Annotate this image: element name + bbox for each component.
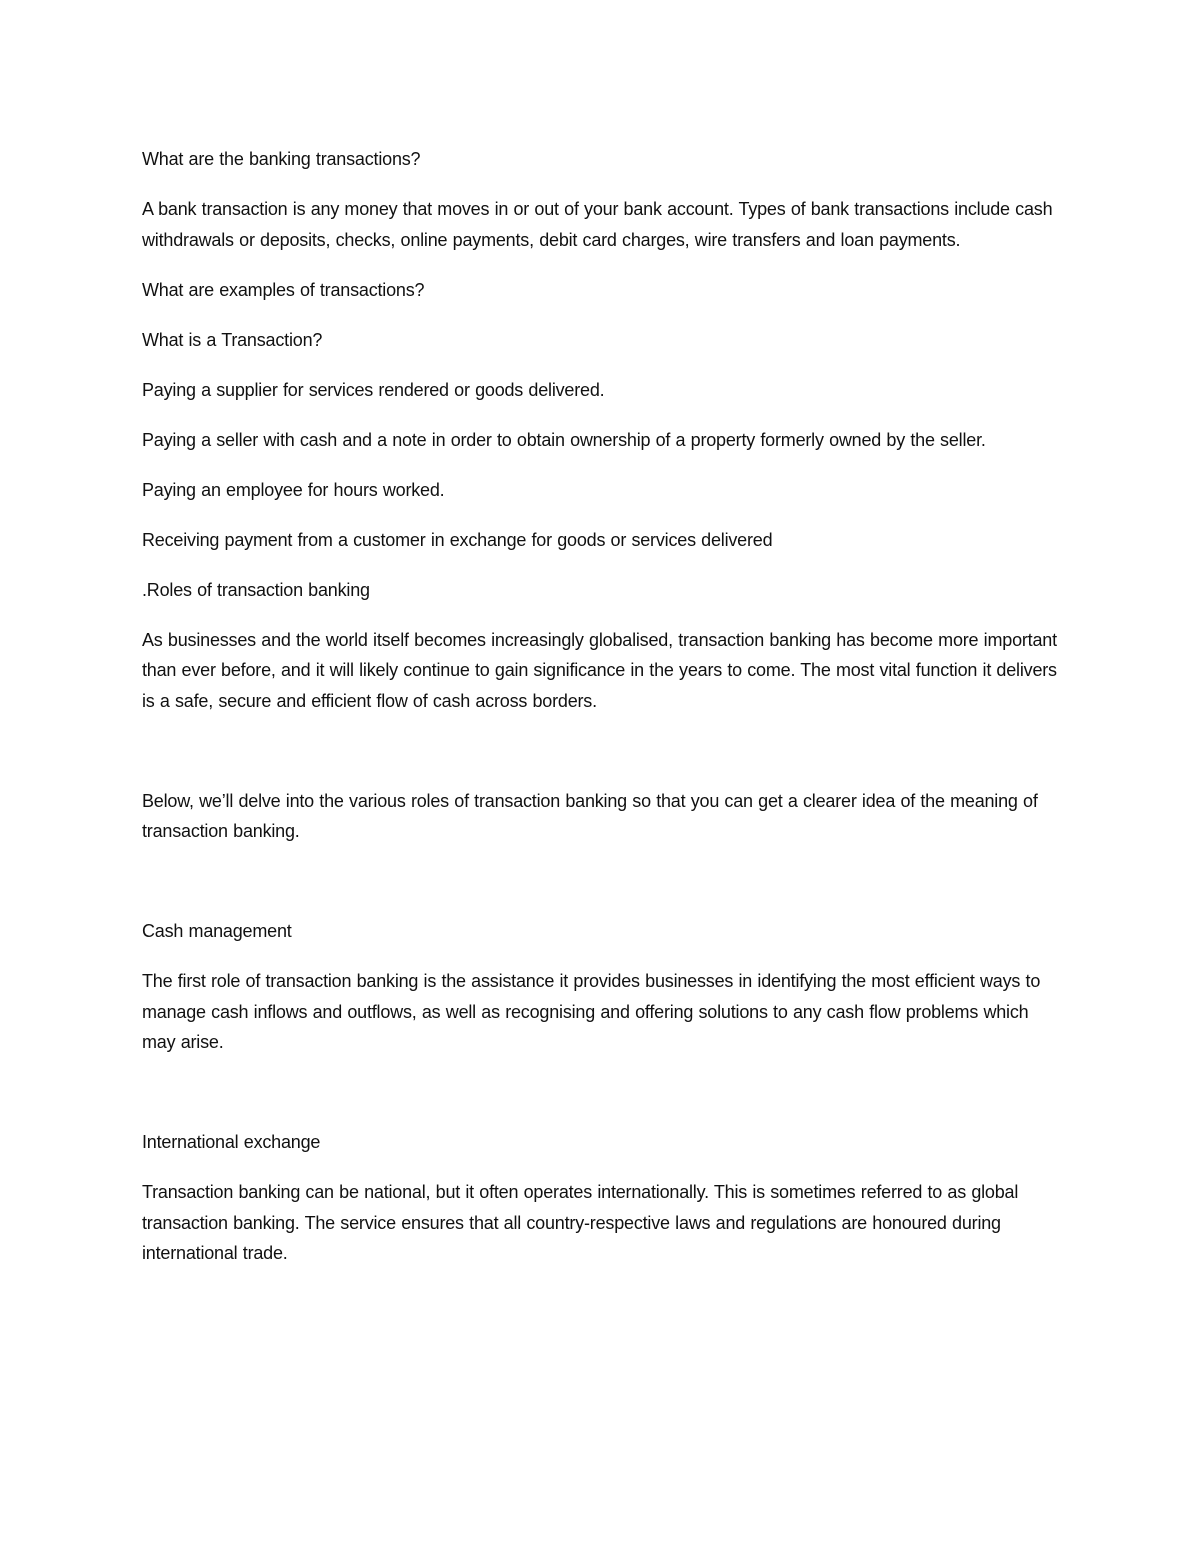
document-body bbox=[142, 144, 1062, 1269]
example-paying-supplier: Paying a supplier for services rendered or goods delivered. bbox=[142, 379, 605, 400]
question-banking-transactions: What are the banking transactions? bbox=[142, 149, 421, 169]
question-what-is-transaction: What is a Transaction? bbox=[142, 329, 323, 350]
example-receiving-payment: Receiving payment from a customer in exchange for goods or services delivered bbox=[142, 529, 773, 550]
paragraph-international-exchange: Transaction banking can be national, but it often operates internationally. This is sometimes referred to as global transaction banking. The service ensures that all country-respective laws and regulations are honoured during international trade. bbox=[142, 1182, 1019, 1263]
answer-bank-transaction-definition: A bank transaction is any money that moves in or out of your bank account. Types of bank transactions include cash withdrawals or deposits, checks, online payments, debit card charges, wire transfers and loan payments. bbox=[142, 199, 1053, 250]
question-examples-of-transactions: What are examples of transactions? bbox=[142, 279, 425, 300]
example-paying-seller: Paying a seller with cash and a note in order to obtain ownership of a property formerly owned by the seller. bbox=[142, 429, 986, 450]
paragraph-roles-intro: Below, we’ll delve into the various roles of transaction banking so that you can get a clearer idea of the meaning of transaction banking. bbox=[142, 790, 1038, 841]
paragraph-cash-management: The first role of transaction banking is the assistance it provides businesses in identifying the most efficient ways to manage cash inflows and outflows, as well as recognising and offering solutions to any cash flow problems which may arise. bbox=[142, 971, 1041, 1052]
heading-roles-of-transaction-banking: .Roles of transaction banking bbox=[142, 579, 370, 600]
heading-cash-management: Cash management bbox=[142, 921, 292, 941]
example-paying-employee: Paying an employee for hours worked. bbox=[142, 479, 445, 500]
paragraph-globalisation: As businesses and the world itself becomes increasingly globalised, transaction banking has become more important than ever before, and it will likely continue to gain significance in the years to come. The most vital function it delivers is a safe, secure and efficient flow of cash across borders. bbox=[142, 629, 1057, 711]
heading-international-exchange: International exchange bbox=[142, 1132, 321, 1152]
